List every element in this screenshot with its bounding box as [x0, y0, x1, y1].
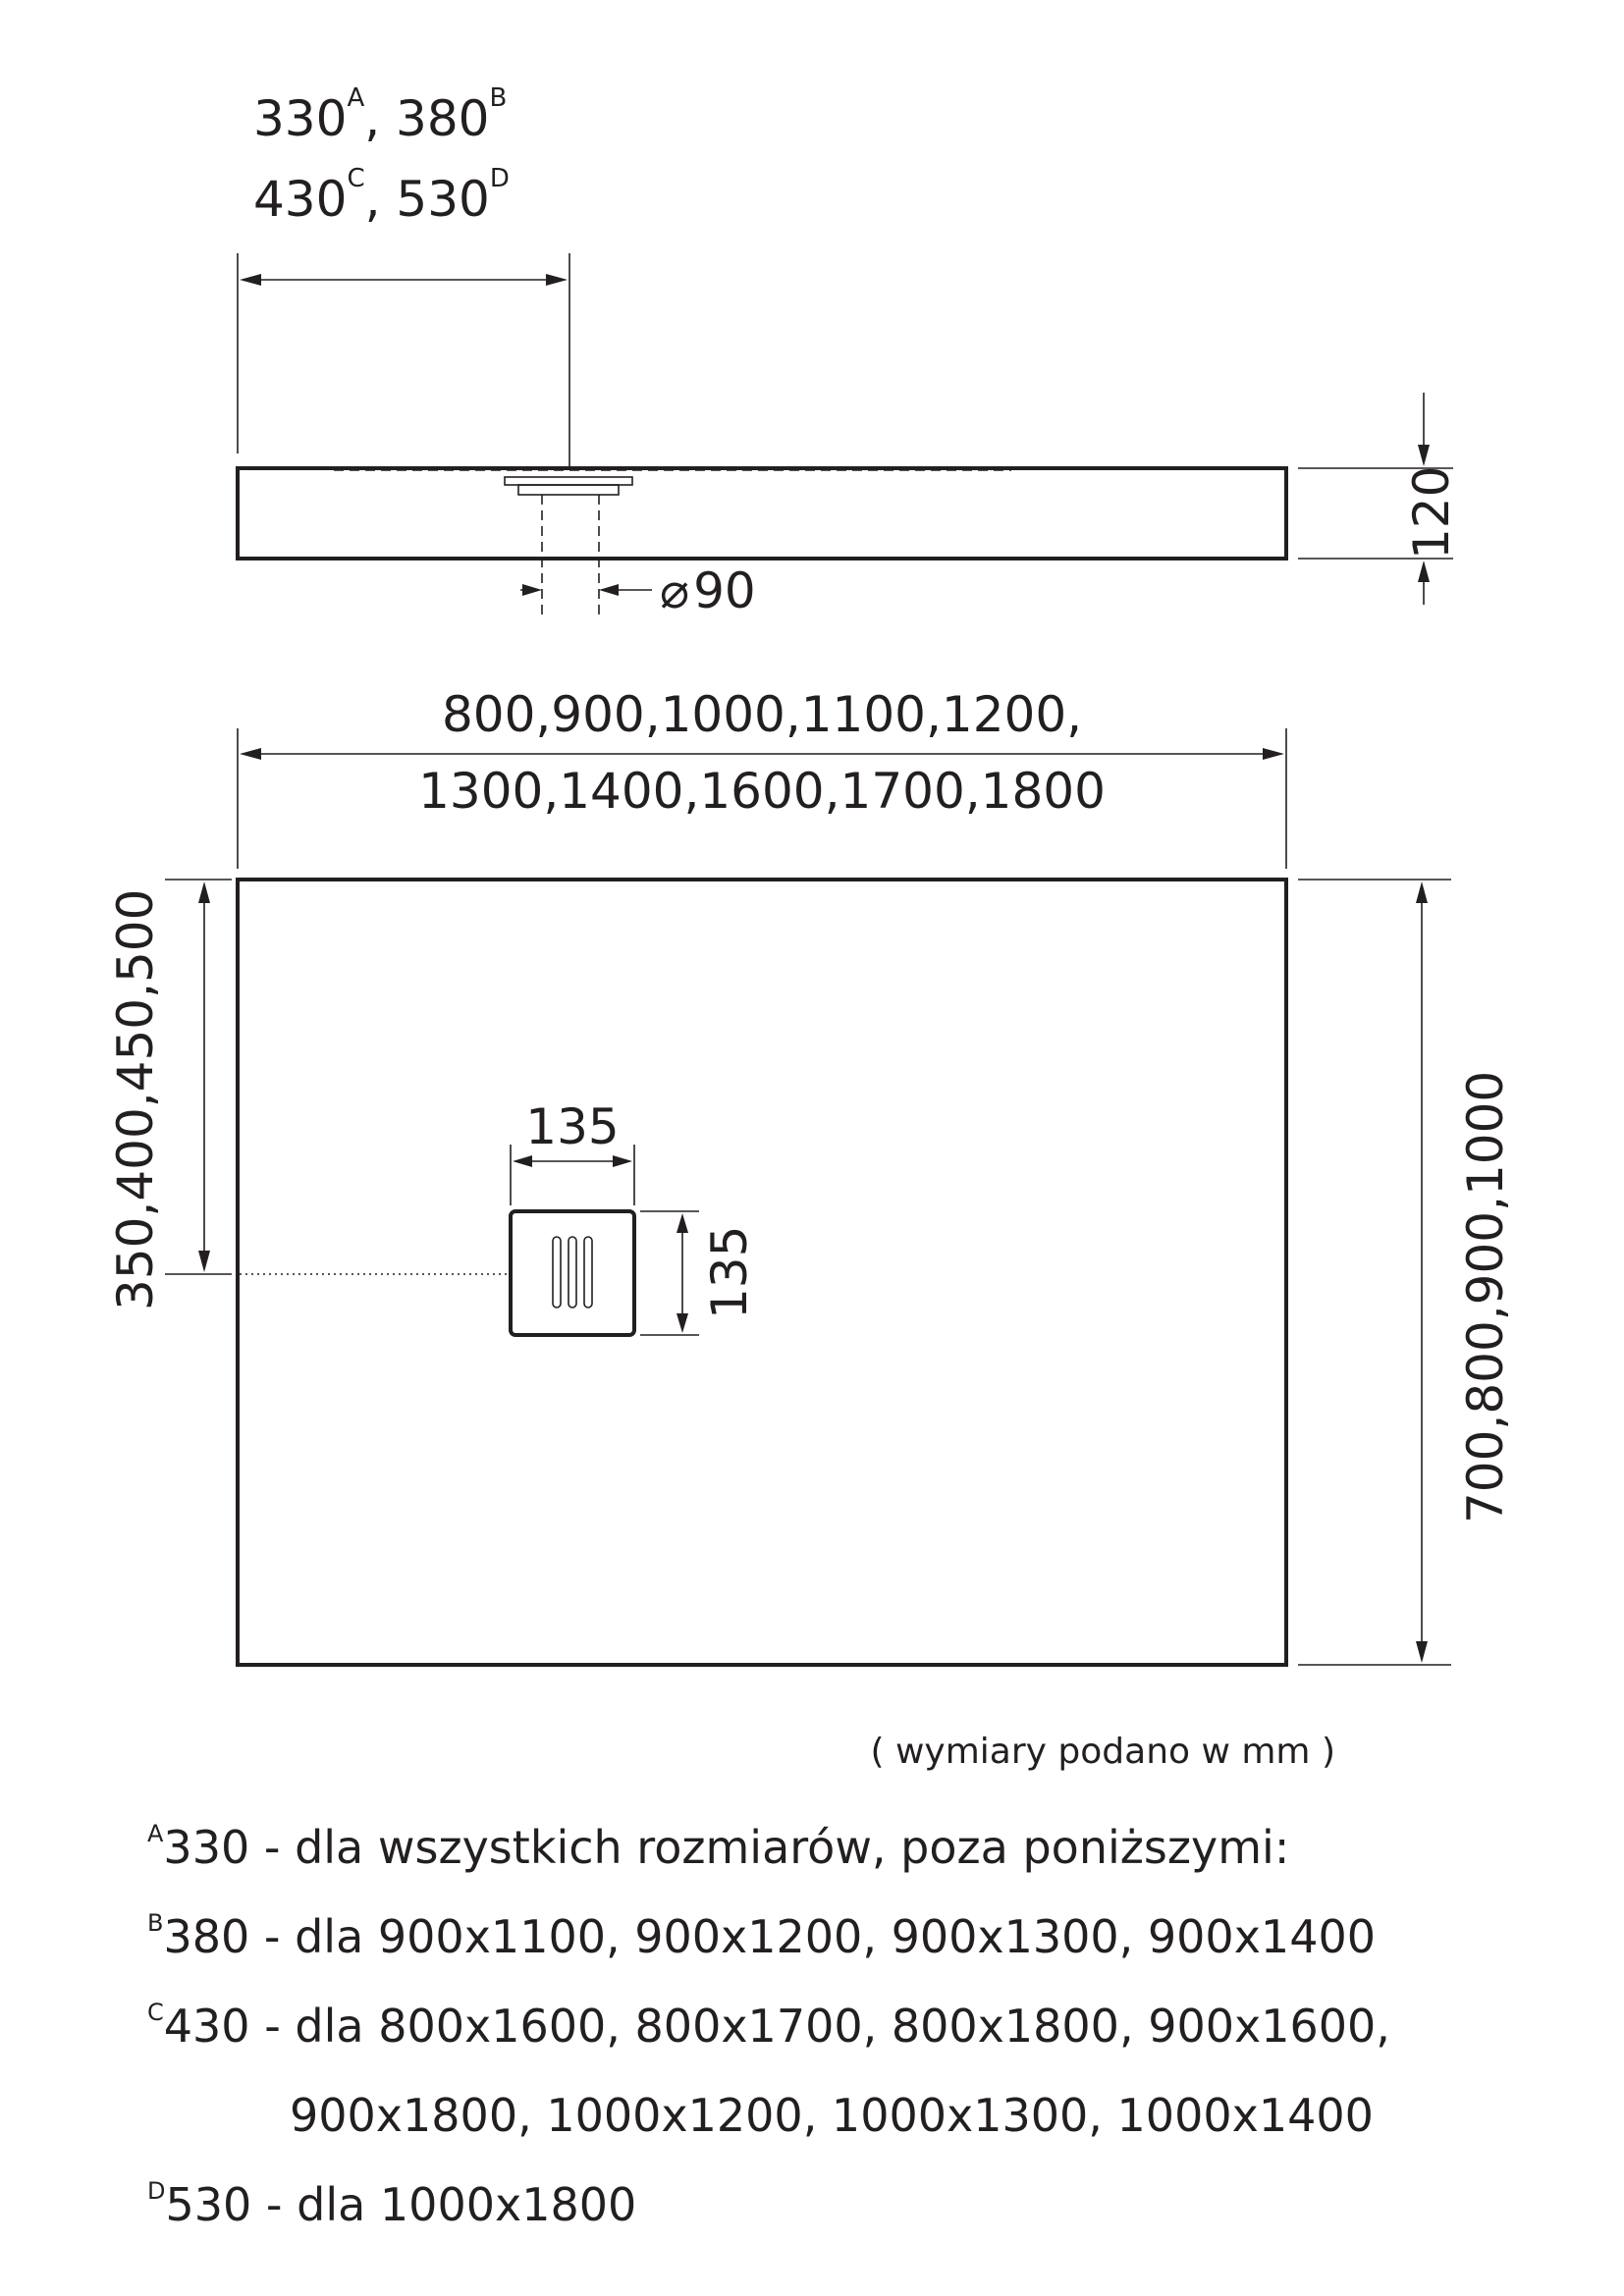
tray-side-profile [238, 468, 1286, 559]
arrow-up-icon [677, 1213, 688, 1233]
footnote-b: $^B$380 - dla 900x1100, 900x1200, 900x1300, 900x1400 [147, 1909, 1376, 1963]
drain-position-label: 350,400,450,500 [107, 888, 164, 1310]
tray-top-outline [238, 880, 1286, 1665]
drain-offset-label-line1: $330^A$, $380^B$ [253, 83, 508, 147]
grate-height-label: 135 [701, 1225, 758, 1319]
footnote-d: $^D$530 - dla 1000x1800 [147, 2177, 637, 2231]
arrow-down-icon [198, 1251, 210, 1272]
drain-diameter-label: ⌀90 [660, 562, 756, 619]
arrow-down-icon [1418, 445, 1430, 466]
arrow-left-icon [513, 1155, 532, 1167]
height-label: 120 [1403, 465, 1460, 560]
top-view [107, 686, 1514, 1665]
grate-slots-icon [553, 1237, 592, 1308]
arrow-up-icon [1418, 561, 1430, 582]
footnote-a: $^A$330 - dla wszystkich rozmiarów, poza poniższymi: [147, 1820, 1290, 1874]
side-view [238, 83, 1460, 619]
drain-body [518, 485, 619, 495]
arrow-left-icon [240, 274, 261, 286]
arrow-left-icon [240, 748, 261, 760]
arrow-right-icon [1263, 748, 1284, 760]
drain-offset-label-line2: $430^C$, $530^D$ [253, 164, 510, 228]
units-note: ( wymiary podano w mm ) [870, 1732, 1335, 1772]
arrow-up-icon [198, 881, 210, 903]
arrow-down-icon [1416, 1641, 1428, 1663]
grate-width-label: 135 [525, 1098, 620, 1155]
arrow-right-icon [613, 1155, 632, 1167]
width-label: 700,800,900,1000 [1457, 1070, 1514, 1523]
arrow-right-icon [546, 274, 568, 286]
arrow-left-icon [599, 584, 619, 596]
arrow-up-icon [1416, 881, 1428, 903]
drain-flange [505, 477, 632, 485]
footnotes [147, 1820, 1390, 2231]
arrow-right-icon [522, 584, 542, 596]
footnote-c: $^C$430 - dla 800x1600, 800x1700, 800x1800, 900x1600, [147, 1999, 1390, 2053]
length-label-line1: 800,900,1000,1100,1200, [441, 686, 1083, 743]
footnote-c-continued: 900x1800, 1000x1200, 1000x1300, 1000x1400 [290, 2089, 1374, 2142]
length-label-line2: 1300,1400,1600,1700,1800 [418, 763, 1106, 820]
arrow-down-icon [677, 1313, 688, 1333]
drain-grate [511, 1211, 634, 1335]
